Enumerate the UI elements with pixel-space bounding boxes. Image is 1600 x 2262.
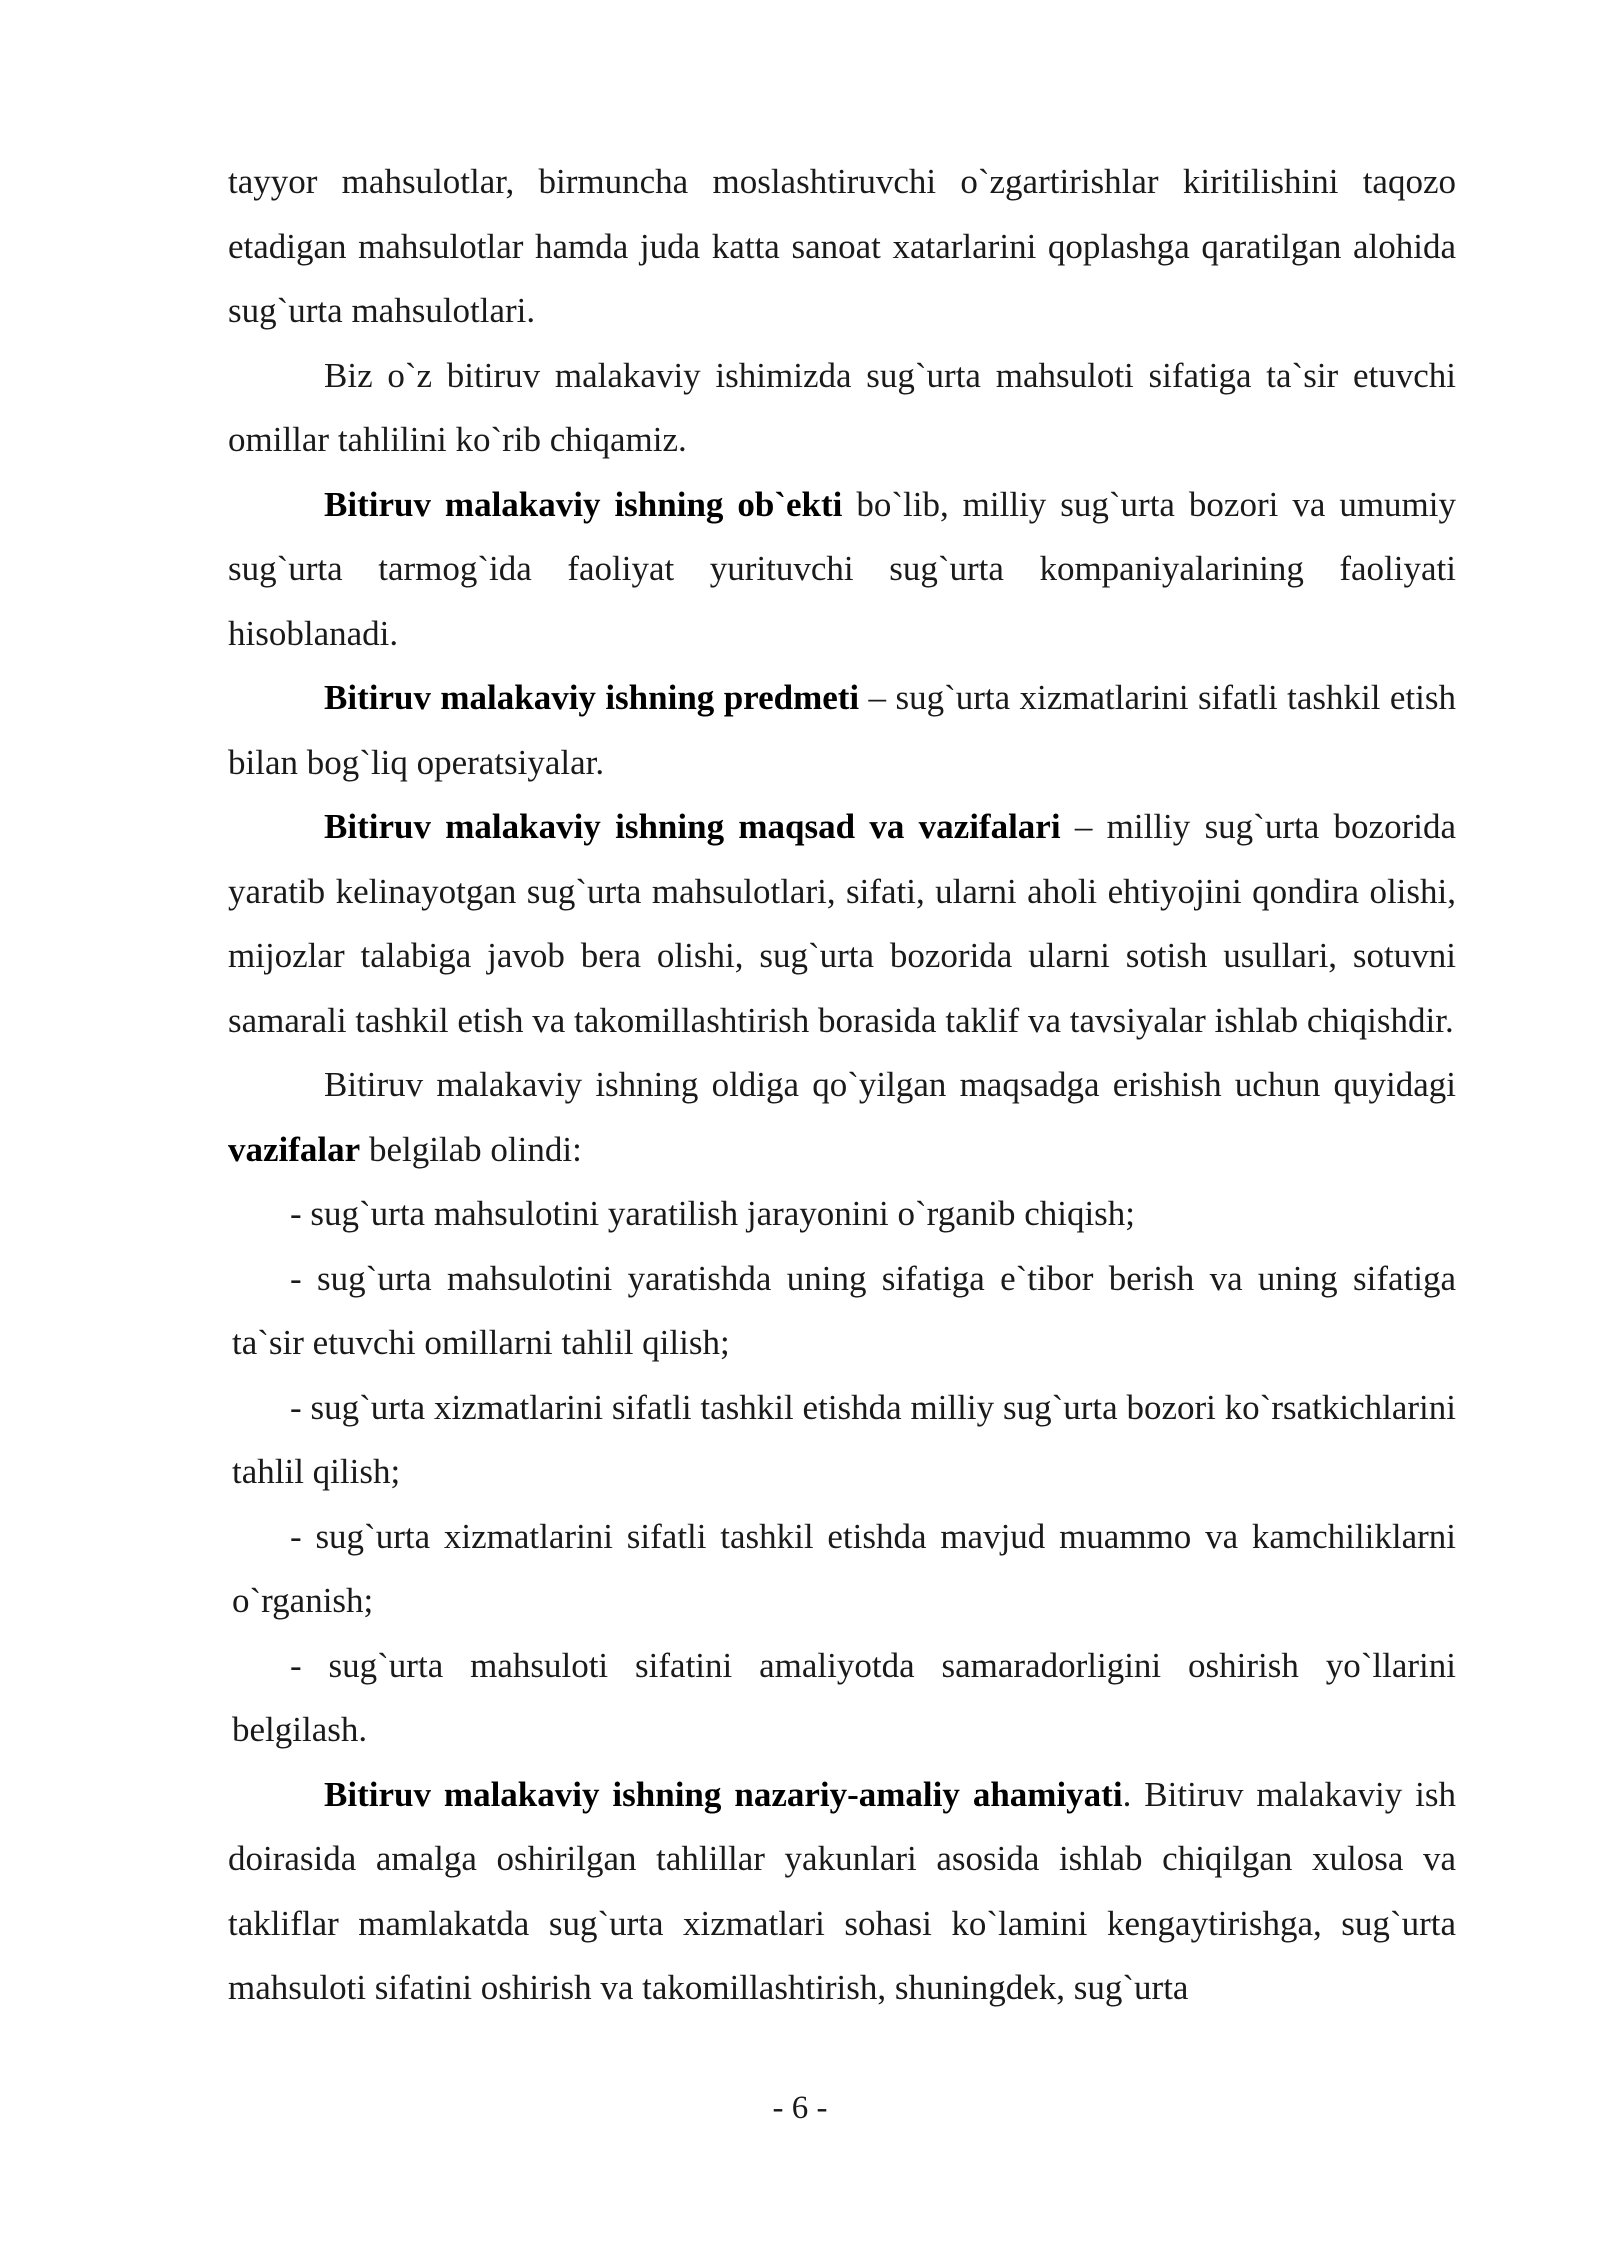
paragraph-tasks-intro: [228, 1053, 1456, 1182]
subject-text: – sug`urta xizmatlarini sifatli tashkil etish bilan bog`liq operatsiyalar.: [228, 678, 1456, 782]
paragraph-continuation: tayyor mahsulotlar, birmuncha moslashtiruvchi o`zgartirishlar kiritilishini taqozo etadigan mahsulotlar hamda juda katta sanoat xatarlarini qoplashga qaratilgan alohida sug`urta mahsulotlari.: [228, 162, 1456, 330]
object-text: bo`lib, milliy sug`urta bozori va umumiy sug`urta tarmog`ida faoliyat yurituvchi sug`urta kompaniyalarining faoliyati hisoblanadi.: [228, 484, 1456, 653]
paragraph-analysis-intro: Biz o`z bitiruv malakaviy ishimizda sug`urta mahsuloti sifatiga ta`sir etuvchi omillar tahlilini ko`rib chiqamiz.: [228, 355, 1456, 459]
document-page: [228, 150, 1456, 2021]
paragraph-goals: [228, 795, 1456, 1053]
list-item: - sug`urta mahsuloti sifatini amaliyotda samaradorligini oshirish yo`llarini belgilash.: [232, 1645, 1456, 1749]
paragraph-object: [228, 473, 1456, 667]
goals-text: – milliy sug`urta bozorida yaratib kelinayotgan sug`urta mahsulotlari, sifati, ularni aholi ehtiyojini qondira olishi, mijozlar talabiga javob bera olishi, sug`urta bozorida ularni sotish usullari, sotuvni samarali tashkil etish va takomillashtirish borasida taklif va tavsiyalar ishlab chiqishdir.: [228, 807, 1456, 1040]
goals-heading: Bitiruv malakaviy ishning maqsad va vazifalari: [324, 807, 1061, 846]
tasks-intro-end: belgilab olindi:: [360, 1129, 582, 1169]
object-heading: Bitiruv malakaviy ishning ob`ekti: [324, 484, 843, 524]
page-number: - 6 -: [772, 2090, 828, 2126]
paragraph-significance: [228, 1763, 1456, 2021]
list-item: - sug`urta mahsulotini yaratilish jarayonini o`rganib chiqish;: [290, 1194, 1136, 1233]
tasks-intro-text: Bitiruv malakaviy ishning oldiga qo`yilgan maqsadga erishish uchun quyidagi: [324, 1065, 1456, 1104]
tasks-keyword: vazifalar: [228, 1129, 361, 1169]
subject-heading: Bitiruv malakaviy ishning predmeti: [324, 678, 860, 717]
significance-heading: Bitiruv malakaviy ishning nazariy-amaliy ahamiyati: [324, 1774, 1123, 1814]
list-item: - sug`urta mahsulotini yaratishda uning sifatiga e`tibor berish va uning sifatiga ta`sir etuvchi omillarni tahlil qilish;: [232, 1258, 1456, 1362]
list-item: - sug`urta xizmatlarini sifatli tashkil etishda milliy sug`urta bozori ko`rsatkichlarini tahlil qilish;: [232, 1387, 1456, 1491]
significance-text: . Bitiruv malakaviy ish doirasida amalga oshirilgan tahlillar yakunlari asosida ishlab chiqilgan xulosa va takliflar mamlakatda sug`urta xizmatlari sohasi ko`lamini kengaytirishga, sug`urta mahsuloti sifatini oshirish va takomillashtirish, shuningdek, sug`urta: [228, 1774, 1457, 2007]
paragraph-subject: [228, 666, 1456, 795]
tasks-list: [228, 1182, 1456, 1763]
list-item: - sug`urta xizmatlarini sifatli tashkil etishda mavjud muammo va kamchiliklarni o`rganish;: [232, 1516, 1456, 1620]
